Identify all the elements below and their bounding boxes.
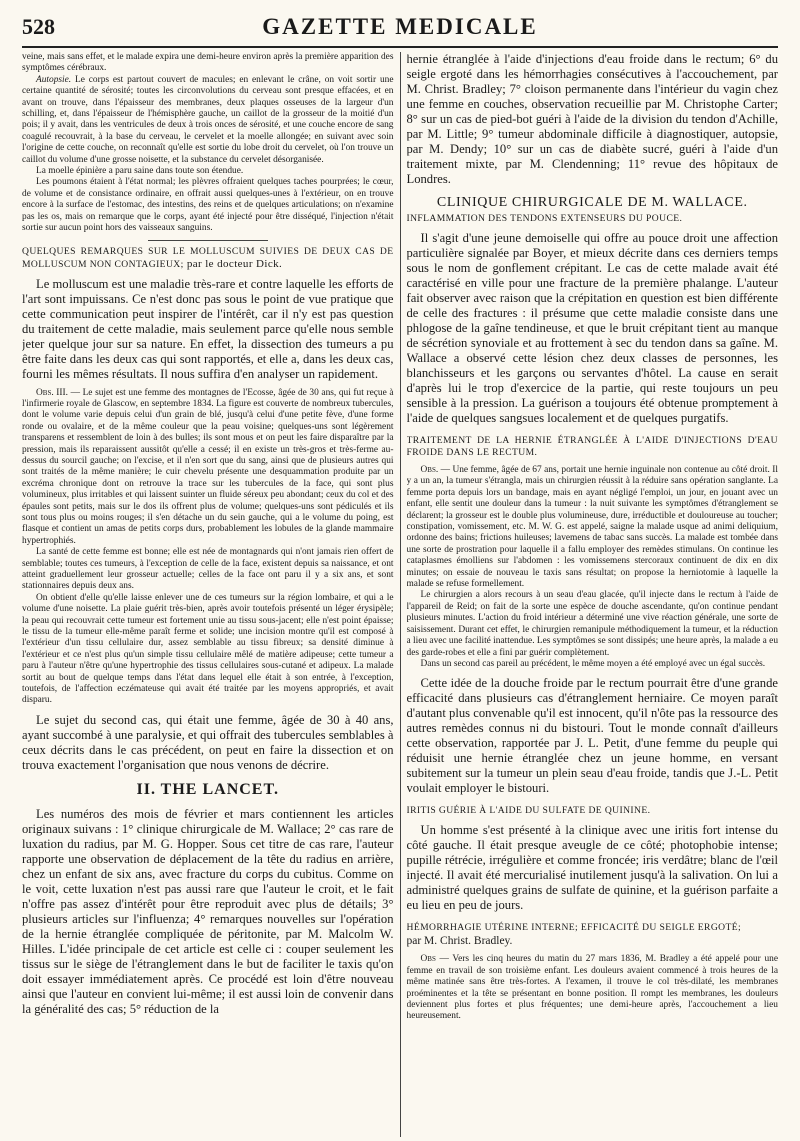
page-header [22, 14, 778, 48]
hernie-title: TRAITEMENT DE LA HERNIE ÉTRANGLÉE À L'AIDE D'INJECTIONS D'EAU FROIDE DANS LE RECTUM. [406, 435, 778, 458]
spacer [407, 426, 779, 435]
molluscum-title [22, 246, 394, 271]
page-number: 528 [22, 14, 55, 39]
inflammation-title: INFLAMMATION DES TENDONS EXTENSEURS DU POUCE. [406, 213, 683, 224]
spacer [22, 773, 394, 779]
obs3-paragraph [22, 388, 394, 548]
hemorrhagie-obs-text: — Vers les cinq heures du matin du 27 mars 1836, M. Bradley a été appelé pour une femme en travail de son troisième enfant. Les douleurs avaient commencé à trois heures de la même matinée sans être très-fortes. A l'examen, il trouve le col très-dilaté, les membranes proéminentes et la tête se présentant en bonne position. Il rompt les membranes, les douleurs deviennent plus fortes et plus fréquentes; une demi-heure après, l'accouchement a lieu heureusement. [406, 954, 778, 1022]
lancet-paragraph: Les numéros des mois de février et mars contiennent les articles originaux suivans : 1° clinique chirurgicale de M. Wallace; 2° cas rare de luxation du radius, par M. G. Hopper. Sous cet titre de cas rare, l'auteur rapporte une observation de déplacement de la tête du radius en arrière, chez un enfant de six ans, avec fracture du corps du cubitus. Comme on le voit, cette luxation n'est pas aussi rare que l'auteur le croit, et le fait n'offre pas assez d'intérêt pour être reproduit avec plus de détails; 3° plusieurs articles sur l'influenza; 4° remarques nouvelles sur l'opération de la hernie étranglée compliquée de péritonite, par M. Malcolm W. Hilles. L'idée principale de cet article est celle ci : couper seulement les tissus sur le siège de l'étranglement dans le but de faciliter le taxis qu'on doit essayer immédiatement après. Ce procédé est loin d'être nouveau ainsi que l'auteur en convient lui-même; il est aussi loin de convenir dans la généralité des cas; 5° réduction de la [22, 806, 394, 1016]
right-paragraph-3: Le chirurgien a alors recours à un seau d'eau glacée, qu'il injecte dans le rectum à l'aide de l'appareil de Reid; on fait de la sorte une espèce de douche ascendante, qu'on continue pendant plusieurs minutes. L'action du froid intérieur a déterminé une vive réaction générale, une sorte de saisissement. Durant cet effet, le chirurgien remanipule méthodiquement la tumeur, et la réduction a lieu avec une facilité inattendue. Les symptômes se sont dissipés; une heure après, la malade a eu des garde-robes et elle a fini par guérir complètement. [406, 590, 778, 658]
clinique-title: CLINIQUE CHIRURGICALE DE M. WALLACE. [436, 195, 748, 210]
divider [148, 240, 268, 241]
hernie-obs-label: Obs. [420, 465, 439, 475]
iritis-title: IRITIS GUÉRIE À L'AIDE DU SULFATE DE QUININE. [406, 805, 651, 817]
spacer [407, 796, 779, 805]
obs3-label: Obs. III. [36, 387, 68, 398]
hernie-obs-text: — Une femme, âgée de 67 ans, portait une hernie inguinale non contenue au côté droit. Il y a un an, la tumeur s'étrangla, mais un chirurgien réussit à la réduire sans opération sanglante. La femme porta depuis lors un bandage, mais en ayant négligé l'emploi, un jour, en jouant avec un enfant, elle sentit une douleur dans la tumeur : la nuit suivante les symptômes d'étranglement se déclarent; la grosseur est le double plus volumineuse, dure, irréductible et douloureuse au toucher; constipation, vomissement, etc. M. W. G. est appelé, saigne la malade usque ad animi deliquium, ordonne des bains; frictions huileuses; lavemens de tabac sans succès. La malade est tombée dans une sorte de prostration pour laquelle il a fallu employer des remèdes stimulans. On continue les cataplasmes émolliens sur l'abdomen : les vomissemens stercoraux continuent de dix en dix minutes; on essaie de nouveau le taxis sans résultat; on propose la herniotomie à laquelle la malade se refuse formellement. [406, 465, 778, 590]
right-paragraph-1: hernie étranglée à l'aide d'injections d'eau froide dans le rectum; 6° du seigle ergoté dans les hémorrhagies consécutives à l'accouchement, par M. Christ. Bradley; 7° cloison permanente dans l'intérieur du vagin chez une femme en couches, observation recueillie par M. Christophe Carter; 8° sur un cas de pied-bot guéri à l'aide de la division du tendon d'Achille, par M. Little; 9° tumeur abdominale difficile à diagnostiquer, autopsie, par M. Dendy; 10° sur un cas de diabète sucré, guéri à l'aide d'un traitement mixte, par M. Clendenning; 11° revue des hôpitaux de Londres. [406, 52, 778, 186]
inflammation-paragraph: Il s'agit d'une jeune demoiselle qui offre au pouce droit une affection particulière signalée par Boyer, et mieux décrite dans ces derniers temps sous le nom de gonflement crépitant. Le cas de cette malade avait été caractérisé en ville pour une fracture de la première phalange. L'auteur fait observer avec raison que la crépitation en question est bien différente de celle des fractures : il présume que cette maladie consiste dans une phlogose de la gaîne tendineuse, et que le bruit crépitant tient au manque de sécrétion synoviale et au frottement à sec du tendon dans sa gaîne. M. Wallace a observé cette lésion chez deux classes de personnes, les blanchisseurs et les garçons ou servantes d'hôtel. La cause en serait d'après lui le trop d'exercice de la partie, qui reste toujours un peu sensible à la pression. La guérison a toujours été obtenue promptement à l'aide de quelques sangsues localement et de quelques purgatifs. [406, 231, 778, 425]
left-paragraph-7: On obtient d'elle qu'elle laisse enlever une de ces tumeurs sur la région lombaire, et qui a le volume d'une noisette. La plaie guérit très-bien, après avoir toutefois présenté un léger érysipèle; la peau qui recouvrait cette tumeur est fortement unie au tissu sous-jacent; elle n'est point épaisse; le tissu de la tumeur elle-même paraît ferme et solide; une incision montre qu'il est composé à l'extérieur d'un tissu cellulaire dur, assez semblable au tissu fibreux; sa densité diminue à l'extérieur et ce n'est plus qu'un simple tissu cellulaire mêlé de matière adipeuse; cette tumeur a paru à l'auteur n'être qu'une hypertrophie des tissus cellulaires sous-cutané et adipeux. La malade sortit au bout de quelque temps dans l'état dans lequel elle était à son entrée, à l'exception, toutefois, de l'affection eczémateuse qui avait été traitée par les moyens appropriés, et avait disparu. [22, 592, 394, 706]
section-title-lancet: II. THE LANCET. [136, 780, 279, 798]
left-paragraph-3: La moelle épinière a paru saine dans toute son étendue. [36, 166, 244, 177]
column-rule [400, 52, 401, 1137]
hernie-obs-paragraph [407, 465, 779, 590]
douche-paragraph: Cette idée de la douche froide par le rectum pourrait être d'une grande efficacité dans plusieurs cas d'étranglement herniaire. Ce moyen paraît d'autant plus convenable qu'il est innocent, qu'il n'ôte pas la ressource des autres remèdes connus ni du bistouri. Tout le monde connaît d'ailleurs cette observation, rapportée par J. L. Petit, d'une femme du peuple qui réduisit une hernie étranglée chez un jeune homme, en versant subitement sur la tumeur un plein seau d'eau froide, tandis que J.-L. Petit voulait employer le bistouri. [406, 676, 778, 796]
iritis-paragraph: Un homme s'est présenté à la clinique avec une iritis fort intense du côté gauche. Il était presque aveugle de ce côté; photophobie intense; pupille rétrécie, irrégulière et comme froncée; iris verdâtre; blanc de l'œil injecté. Il avait été mercurialisé inutilement jusqu'à la salivation. On lui a administré quelques grains de sulfate de quinine, et la guérison parfaite a eu lieu en peu de jours. [406, 823, 778, 913]
autopsie-label: Autopsie. [36, 74, 72, 85]
hemorrhagie-obs-paragraph [407, 954, 779, 1022]
hemorrhagie-title: HÉMORRHAGIE UTÉRINE INTERNE; EFFICACITÉ DU SEIGLE ERGOTÉ; [406, 922, 742, 934]
journal-title: GAZETTE MEDICALE [262, 14, 538, 39]
molluscum-intro: Le molluscum est une maladie très-rare et contre laquelle les efforts de l'art sont impuissans. Ce n'est donc pas sous le point de vue pratique que cette communication peut inspirer de l'intérêt, car il n'y est pas question du traitement de cette maladie, mais seulement parce qu'elle nous semble jeter quelque jour sur sa nature. En effet, la dissection des tumeurs a pu être faite dans les deux cas qui sont rapportés, et elle a, dans les deux cas, fourni les mêmes résultats. Il nous suffira d'en analyser un rapidement. [22, 276, 394, 381]
right-paragraph-4: Dans un second cas pareil au précédent, le même moyen a été employé avec un égal succès. [420, 658, 766, 669]
left-column [22, 52, 394, 1137]
autopsie-paragraph [22, 75, 394, 166]
second-case-paragraph: Le sujet du second cas, qui était une femme, âgée de 30 à 40 ans, ayant succombé à une paralysie, et qui offrait des tubercules semblables à ceux décrits dans le cas précédent, on peut en faire la dissection et on trouva exactement l'organisation que nous venons de décrire. [22, 712, 394, 772]
obs3-text: — Le sujet est une femme des montagnes de l'Ecosse, âgée de 30 ans, qui fut reçue à l'infirmerie royale de Glascow, en septembre 1834. La figure est couverte de nombreux tubercules, dont le volume varie depuis celui d'un grain de blé, jusqu'à celui d'une petite fève, d'une forme ronde ou ovalaire, et de la même couleur que la peau voisine; quelques-uns sont légèrement transparens et ressemblent de loin à des bulles; ils sont mous et on peut les faire disparaître par la pression, mais ils reparaissent aussitôt qu'elle a cessé; il en existe un très-gros et très-ferme au-dessus du sourcil gauche; on l'excise, et il n'en sort que du sang, ainsi que de plusieurs autres qui sont traités de la même manière; le cuir chevelu présente une desquammation produite par un excréma chronique dont on retrouve la trace sur les tubercules de la face, qui sont plus volumineux, plus irritables et qui laissent suinter un fluide séreux peu abondant; ceux du col et des épaules sont petits, mais sur le dos ils offrent plus de volume; quelques-uns sont pédiculés et ils sont tous plus ou moins rouges; il s'en détache un du sein gauche, qui a le volume du poing, est flasque et contient un amas de petits corps durs, probablement les lobules de la glande mammaire hypertrophiés. [22, 387, 394, 546]
hemorrhagie-obs-label: Obs [420, 954, 436, 965]
hemorrhagie-author: par M. Christ. Bradley. [406, 935, 513, 948]
right-column [407, 52, 779, 1137]
autopsie-text: Le corps est partout couvert de macules; en enlevant le crâne, on voit sortir une certaine quantité de sérosité; toutes les circonvolutions du cerveau sont presque effacées, et en avant on trouve, dans l'épaisseur des membranes, deux plaques osseuses de la largeur d'un schilling, et, dans l'épaisseur de l'hémisphère gauche, un caillot de la grosseur de la moitié d'un pois; il y avait, dans les ventricules de deux à trois onces de sérosité, et une couche encore de sang coagulé recouvrait, à la base du cerveau, le cervelet et la moelle allongée; en suivant avec soin l'origine de cette couche, on reconnaît qu'elle est sortie du lobe droit du cervelet, où l'on trouve un caillot du volume d'une grosse noisette, et la substance du cervelet désorganisée. [22, 74, 394, 165]
left-paragraph-4: Les poumons étaient à l'état normal; les plèvres offraient quelques taches pourprées; le cœur, de volume et de consistance ordinaire, en offrait aussi quelques-unes à l'extérieur, on en trouve encore à la surface de l'estomac, des intestins, des reins et de quelques articulations; on n'examine pas les os, mais on remarque que le corps, ayant été injecté pour être disséqué, l'injection n'était sortie sur aucun point hors des vaisseaux sanguins. [22, 177, 394, 234]
spacer [407, 913, 779, 922]
spacer [407, 187, 779, 193]
molluscum-title-text: QUELQUES REMARQUES SUR LE MOLLUSCUM SUIVIES DE DEUX CAS DE MOLLUSCUM NON CONTAGIEUX; [22, 245, 394, 270]
left-paragraph-1: veine, mais sans effet, et le malade expira une demi-heure environ après la première apparition des symptômes cérébraux. [22, 52, 394, 74]
columns [22, 52, 778, 1137]
left-paragraph-6: La santé de cette femme est bonne; elle est née de montagnards qui n'ont jamais rien offert de semblable; toutes ces tumeurs, à l'exception de celle de la face, existent depuis sa naissance, et ont atteint graduellement leur grosseur actuelle; celles de la face ont paru il y a six ans, et sont stationnaires depuis deux ans. [22, 547, 394, 592]
molluscum-title-author: par le docteur Dick. [183, 257, 283, 270]
